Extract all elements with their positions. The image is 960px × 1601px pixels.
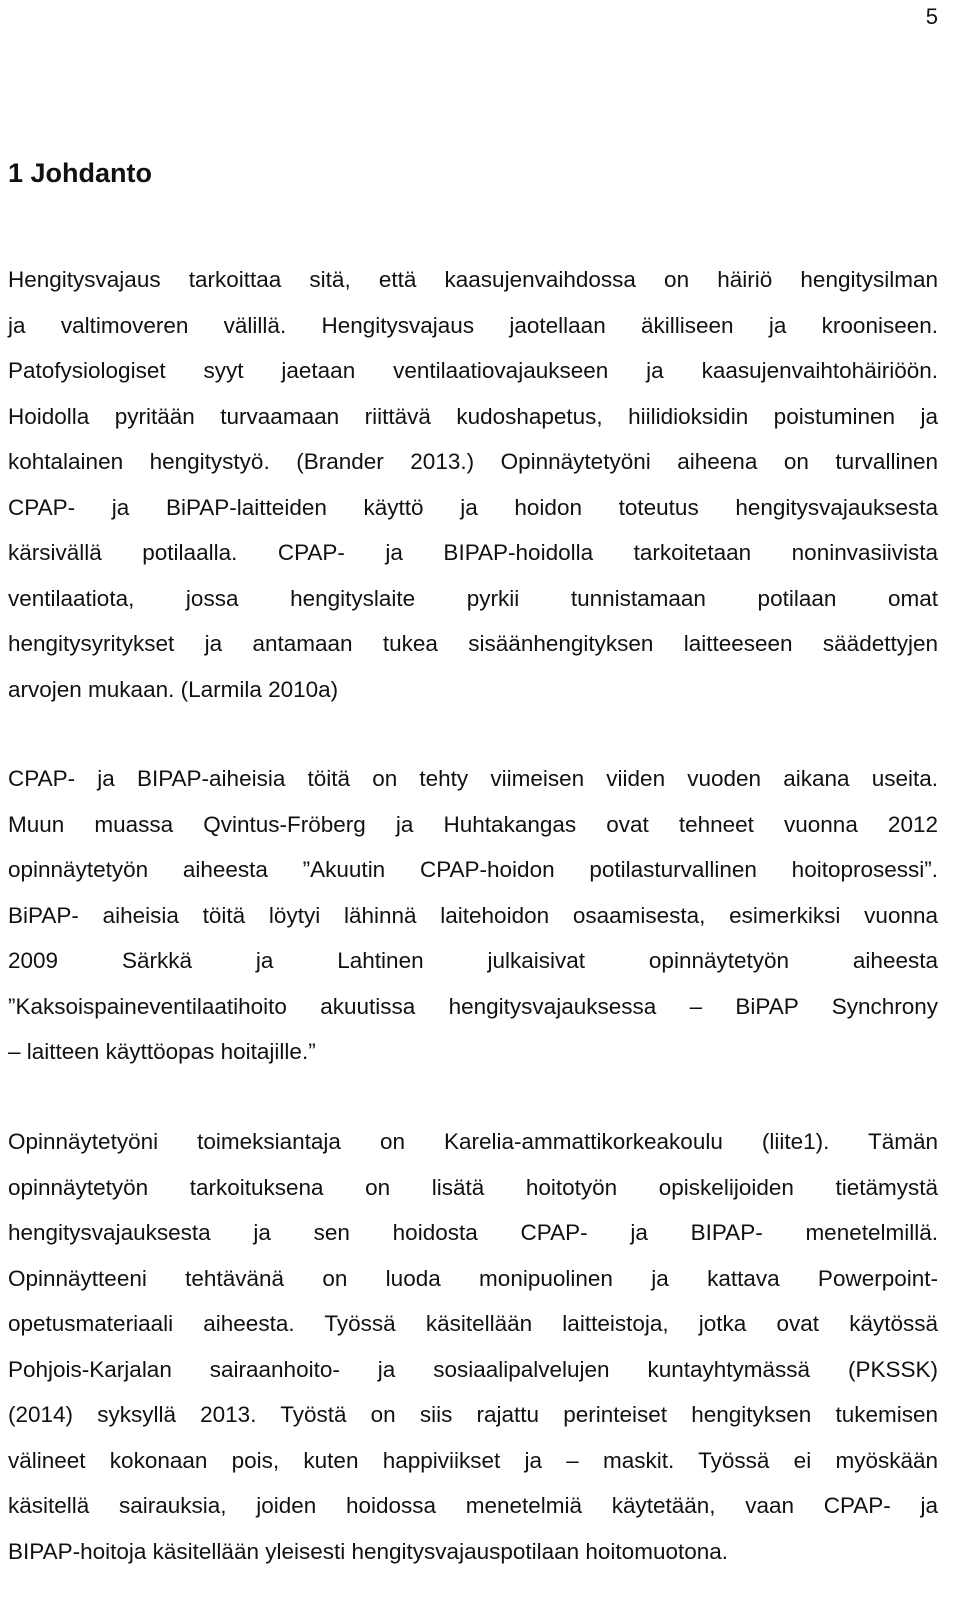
text-line: CPAP- ja BiPAP-laitteiden käyttö ja hoidon toteutus hengitysvajauksesta <box>8 494 938 520</box>
text-line: välineet kokonaan pois, kuten happiviikset ja – maskit. Työssä ei myöskään <box>8 1447 938 1473</box>
text-line: kohtalainen hengitystyö. (Brander 2013.) Opinnäytetyöni aiheena on turvallinen <box>8 449 938 474</box>
text-line: Pohjois-Karjalan sairaanhoito- ja sosiaalipalvelujen kuntayhtymässä (PKSSK) <box>8 1356 938 1382</box>
text-line: BIPAP-hoitoja käsitellään yleisesti hengitysvajauspotilaan hoitomuotona. <box>8 1538 729 1564</box>
page-title: 1 Johdanto <box>8 158 153 188</box>
text-line: ja valtimoveren välillä. Hengitysvajaus jaotellaan äkilliseen ja krooniseen. <box>8 312 938 338</box>
text-line: Patofysiologiset syyt jaetaan ventilaatiovajaukseen ja kaasujenvaihtohäiriöön. <box>8 358 938 383</box>
text-line: (2014) syksyllä 2013. Työstä on siis rajattu perinteiset hengityksen tukemisen <box>8 1402 938 1427</box>
text-line: Opinnäytetyöni toimeksiantaja on Karelia-ammattikorkeakoulu (liite1). Tämän <box>8 1129 938 1154</box>
text-line: 2009 Särkkä ja Lahtinen julkaisivat opinnäytetyön aiheesta <box>8 948 938 973</box>
page-number: 5 <box>925 4 938 29</box>
text-line: hengitysvajauksesta ja sen hoidosta CPAP- ja BIPAP- menetelmillä. <box>8 1220 938 1245</box>
text-line: opinnäytetyön tarkoituksena on lisätä hoitotyön opiskelijoiden tietämystä <box>8 1174 938 1200</box>
text-line: kärsivällä potilaalla. CPAP- ja BIPAP-hoidolla tarkoitetaan noninvasiivista <box>8 540 938 565</box>
text-line: Muun muassa Qvintus-Fröberg ja Huhtakangas ovat tehneet vuonna 2012 <box>8 811 938 837</box>
text-line: Hoidolla pyritään turvaamaan riittävä kudoshapetus, hiilidioksidin poistuminen ja <box>8 403 938 429</box>
text-line: BiPAP- aiheisia töitä löytyi lähinnä laitehoidon osaamisesta, esimerkiksi vuonna <box>8 902 938 928</box>
paragraph-2 <box>8 756 938 1075</box>
text-line: hengitysyritykset ja antamaan tukea sisäänhengityksen laitteeseen säädettyjen <box>8 631 938 656</box>
text-line: opetusmateriaali aiheesta. Työssä käsitellään laitteistoja, jotka ovat käytössä <box>8 1311 938 1336</box>
text-line: opinnäytetyön aiheesta ”Akuutin CPAP-hoidon potilasturvallinen hoitoprosessi”. <box>8 857 938 882</box>
text-line: ”Kaksoispaineventilaatihoito akuutissa hengitysvajauksessa – BiPAP Synchrony <box>8 993 938 1019</box>
text-line: arvojen mukaan. (Larmila 2010a) <box>8 676 339 702</box>
text-line: Hengitysvajaus tarkoittaa sitä, että kaasujenvaihdossa on häiriö hengitysilman <box>8 267 938 292</box>
text-line: – laitteen käyttöopas hoitajille.” <box>8 1039 316 1064</box>
text-line: ventilaatiota, jossa hengityslaite pyrkii tunnistamaan potilaan omat <box>8 585 938 611</box>
paragraph-3 <box>8 1119 938 1574</box>
paragraph-1 <box>8 257 938 712</box>
text-line: Opinnäytteeni tehtävänä on luoda monipuolinen ja kattava Powerpoint- <box>8 1265 938 1291</box>
text-line: käsitellä sairauksia, joiden hoidossa menetelmiä käytetään, vaan CPAP- ja <box>8 1493 938 1518</box>
text-line: CPAP- ja BIPAP-aiheisia töitä on tehty viimeisen viiden vuoden aikana useita. <box>8 766 938 791</box>
